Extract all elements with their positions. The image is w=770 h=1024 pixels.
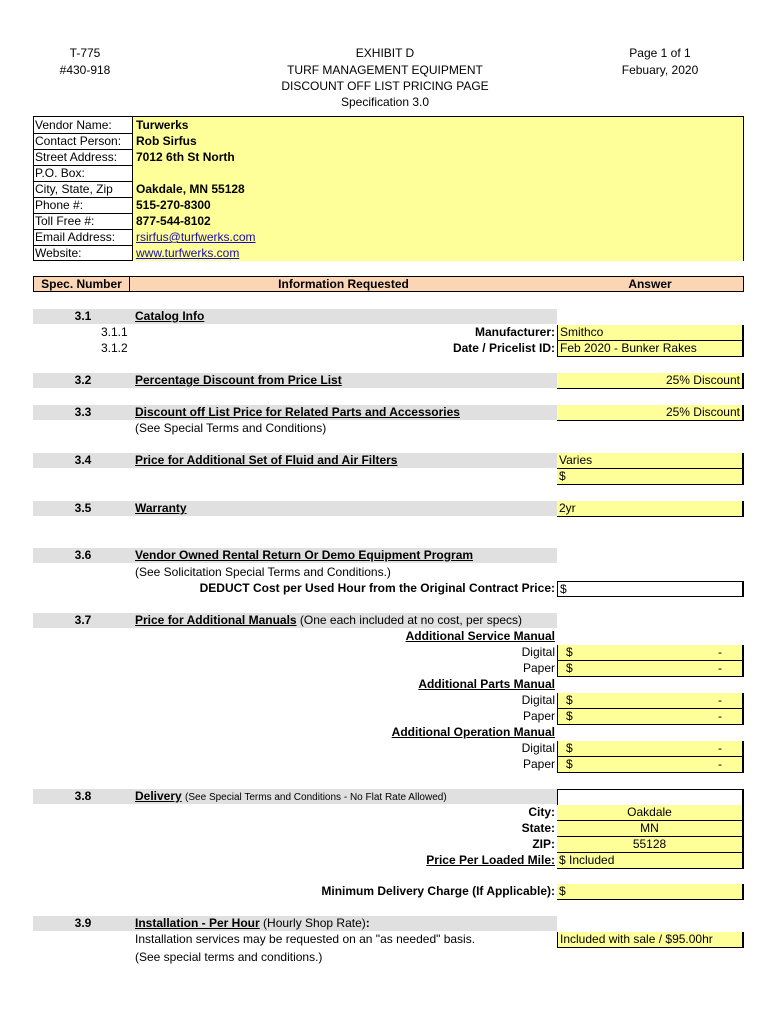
- vendor-field-value[interactable]: Oakdale, MN 55128: [132, 181, 743, 197]
- column-header-spec: Spec. Number: [33, 276, 130, 292]
- spec-title: Discount off List Price for Related Parts and Accessories: [135, 405, 460, 419]
- colon: :: [365, 916, 370, 930]
- vendor-row: [33, 245, 744, 261]
- amount-dash: -: [718, 645, 722, 659]
- spec-title: Vendor Owned Rental Return Or Demo Equipment Program: [135, 548, 474, 562]
- spec-title: Catalog Info: [135, 309, 205, 323]
- spec-number: 3.6: [74, 548, 92, 562]
- manual-group-label: Additional Parts Manual: [418, 677, 555, 691]
- manual-digital-answer[interactable]: [557, 693, 744, 709]
- manual-group-label: Additional Service Manual: [405, 629, 555, 643]
- spec-title: Price for Additional Set of Fluid and Air Filters: [135, 453, 398, 467]
- delivery-header-cell: [557, 789, 744, 805]
- manual-digital-answer[interactable]: [557, 741, 744, 757]
- manual-paper-label: Paper: [522, 709, 555, 723]
- column-header-info: Information Requested: [130, 276, 558, 292]
- filters-price-answer[interactable]: $: [557, 469, 744, 485]
- amount-dash: -: [718, 741, 722, 755]
- specification-label: Specification 3.0: [340, 95, 430, 109]
- spec-number: 3.1: [74, 309, 92, 323]
- min-charge-answer[interactable]: $: [557, 884, 744, 900]
- amount-dash: -: [718, 661, 722, 675]
- warranty-answer[interactable]: 2yr: [557, 501, 744, 517]
- vendor-field-value[interactable]: Turwerks: [132, 117, 743, 133]
- vendor-field-value[interactable]: Rob Sirfus: [132, 133, 743, 149]
- vendor-field-value[interactable]: 515-270-8300: [132, 197, 743, 213]
- spec-title: Installation - Per Hour: [135, 916, 260, 930]
- column-header-answer: Answer: [557, 276, 744, 292]
- spec-number: 3.8: [74, 789, 92, 803]
- spec-title: Price for Additional Manuals: [135, 613, 297, 627]
- manual-paper-answer[interactable]: [557, 709, 744, 725]
- manual-digital-label: Digital: [521, 693, 555, 707]
- currency-symbol: $: [566, 757, 573, 771]
- form-code: T-775: [69, 46, 101, 60]
- vendor-field-label: Toll Free #:: [35, 214, 95, 228]
- amount-dash: -: [718, 757, 722, 771]
- exhibit-label: EXHIBIT D: [355, 46, 415, 60]
- min-charge-label: Minimum Delivery Charge (If Applicable):: [321, 884, 555, 898]
- page-date: Febuary, 2020: [621, 63, 699, 77]
- filters-answer[interactable]: Varies: [557, 453, 744, 469]
- vendor-row: [33, 133, 744, 150]
- vendor-row: [33, 149, 744, 166]
- mile-label: Price Per Loaded Mile:: [426, 853, 555, 867]
- vendor-field-value[interactable]: www.turfwerks.com: [132, 245, 743, 261]
- deduct-label: DEDUCT Cost per Used Hour from the Original Contract Price:: [199, 581, 555, 595]
- pricelist-answer[interactable]: Feb 2020 - Bunker Rakes: [557, 341, 744, 357]
- currency-symbol: $: [566, 709, 573, 723]
- sub-number: 3.1.2: [101, 341, 128, 355]
- form-subcode: #430-918: [59, 63, 111, 77]
- state-answer[interactable]: MN: [557, 821, 744, 837]
- spec-note: (See Special Terms and Conditions - No Flat Rate Allowed): [185, 792, 447, 803]
- manual-paper-label: Paper: [522, 757, 555, 771]
- manufacturer-answer[interactable]: Smithco: [557, 325, 744, 341]
- spec-title-row: [135, 789, 447, 805]
- vendor-field-label: P.O. Box:: [35, 166, 85, 180]
- spec-note: (See special terms and conditions.): [135, 950, 323, 964]
- spec-number: 3.5: [74, 501, 92, 515]
- manual-group-label: Additional Operation Manual: [391, 725, 555, 739]
- spec-number: 3.2: [74, 373, 92, 387]
- spec-note: (One each included at no cost, per specs): [299, 613, 523, 627]
- vendor-row: [33, 229, 744, 246]
- spec-note: (Hourly Shop Rate): [263, 916, 366, 930]
- manual-digital-label: Digital: [521, 645, 555, 659]
- spec-number: 3.4: [74, 453, 92, 467]
- vendor-field-value[interactable]: 7012 6th St North: [132, 149, 743, 165]
- currency-symbol: $: [566, 741, 573, 755]
- city-label: City:: [528, 805, 555, 819]
- manufacturer-label: Manufacturer:: [474, 325, 555, 339]
- discount-answer[interactable]: 25% Discount: [557, 373, 744, 389]
- currency-symbol: $: [566, 645, 573, 659]
- sub-number: 3.1.1: [101, 325, 128, 339]
- vendor-row: [33, 181, 744, 198]
- pricelist-label: Date / Pricelist ID:: [452, 341, 555, 355]
- zip-answer[interactable]: 55128: [557, 837, 744, 853]
- amount-dash: -: [718, 709, 722, 723]
- spec-title: Warranty: [135, 501, 187, 515]
- manual-digital-answer[interactable]: [557, 645, 744, 661]
- parts-discount-answer[interactable]: 25% Discount: [557, 405, 744, 421]
- vendor-field-label: Vendor Name:: [35, 118, 112, 132]
- vendor-field-label: Street Address:: [35, 150, 118, 164]
- vendor-row: [33, 197, 744, 214]
- page-title: TURF MANAGEMENT EQUIPMENT: [287, 63, 483, 77]
- vendor-field-label: City, State, Zip: [35, 182, 113, 196]
- deduct-answer[interactable]: $: [557, 581, 744, 597]
- manual-digital-label: Digital: [521, 741, 555, 755]
- page-subtitle: DISCOUNT OFF LIST PRICING PAGE: [281, 79, 489, 93]
- spec-note: (See Solicitation Special Terms and Conditions.): [135, 565, 391, 579]
- spec-number: 3.7: [74, 613, 92, 627]
- vendor-field-label: Email Address:: [35, 230, 116, 244]
- currency-symbol: $: [566, 693, 573, 707]
- mile-answer[interactable]: $ Included: [557, 853, 744, 869]
- city-answer[interactable]: Oakdale: [557, 805, 744, 821]
- manual-paper-answer[interactable]: [557, 757, 744, 773]
- vendor-field-value[interactable]: 877-544-8102: [132, 213, 743, 229]
- vendor-row: [33, 165, 744, 182]
- vendor-field-label: Contact Person:: [35, 134, 122, 148]
- page-number: Page 1 of 1: [629, 46, 691, 60]
- vendor-field-label: Phone #:: [35, 198, 84, 212]
- spec-title-row: [135, 613, 522, 628]
- spec-number: 3.9: [74, 916, 92, 930]
- vendor-row: [33, 213, 744, 230]
- vendor-row: [33, 117, 744, 134]
- spec-note: Installation services may be requested on an "as needed" basis.: [135, 932, 476, 946]
- amount-dash: -: [718, 693, 722, 707]
- spec-title: Percentage Discount from Price List: [135, 373, 342, 387]
- vendor-field-value[interactable]: [132, 165, 743, 181]
- spec-note: (See Special Terms and Conditions): [135, 421, 327, 435]
- spec-number: 3.3: [74, 405, 92, 419]
- vendor-field-value[interactable]: rsirfus@turfwerks.com: [132, 229, 743, 245]
- zip-label: ZIP:: [532, 837, 555, 851]
- spec-title-row: [135, 916, 370, 931]
- vendor-field-label: Website:: [35, 246, 82, 260]
- spec-title: Delivery: [135, 789, 182, 803]
- manual-paper-label: Paper: [522, 661, 555, 675]
- currency-symbol: $: [566, 661, 573, 675]
- installation-answer[interactable]: Included with sale / $95.00hr: [557, 932, 744, 948]
- manual-paper-answer[interactable]: [557, 661, 744, 677]
- state-label: State:: [521, 821, 555, 835]
